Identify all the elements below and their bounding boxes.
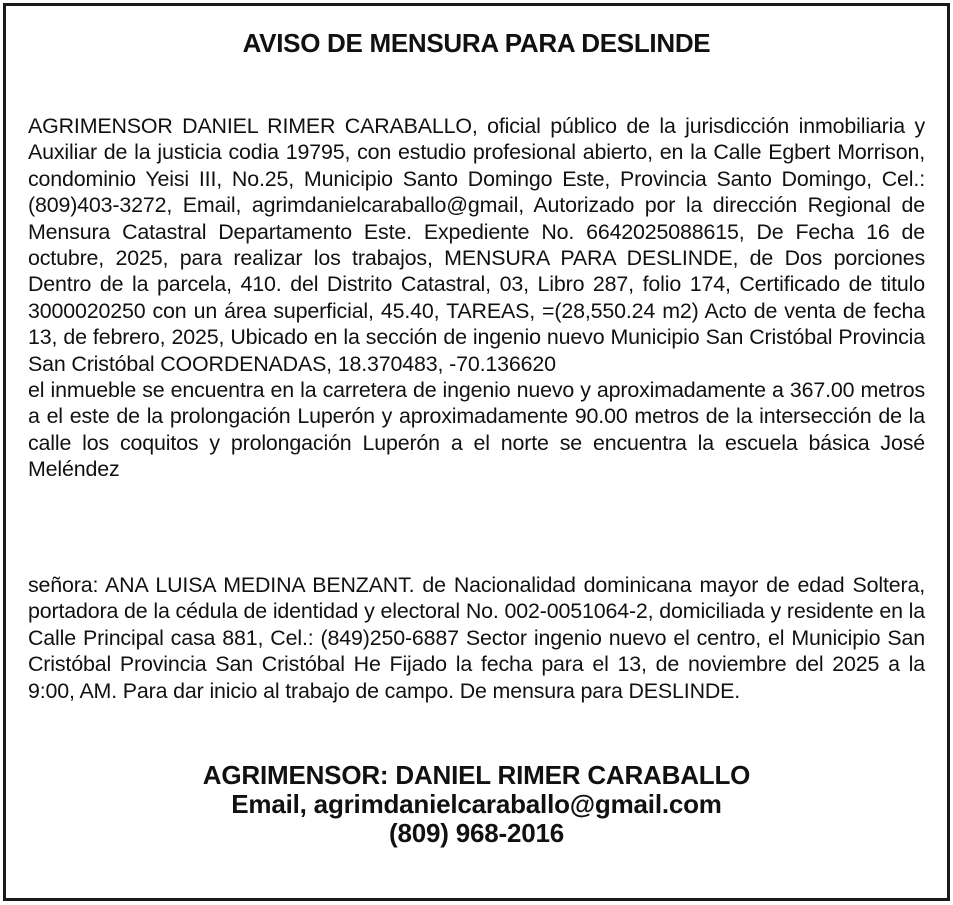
notice-paragraph-owner: señora: ANA LUISA MEDINA BENZANT. de Nacionalidad dominicana mayor de edad Soltera, portadora de la cédula de identidad y electoral No. 002-0051064-2, domiciliada y residente en la Calle Principal casa 881, Cel.: (849)250-6887 Sector ingenio nuevo el centro, el Municipio San Cristóbal Provincia San Cristóbal He Fijado la fecha para el 13, de noviembre del 2025 a la 9:00, AM. Para dar inicio al trabajo de campo. De mensura para DESLINDE. xyxy=(28,573,925,703)
notice-body-section-2 xyxy=(28,572,925,704)
signature-block xyxy=(6,761,947,848)
notice-paragraph-location: el inmueble se encuentra en la carretera de ingenio nuevo y aproximadamente a 367.00 metros a el este de la prolongación Luperón y aproximadamente 90.00 metros de la intersección de la calle los coquitos y prolongación Luperón a el norte se encuentra la escuela básica José Meléndez xyxy=(28,378,925,482)
notice-paragraph-surveyor: AGRIMENSOR DANIEL RIMER CARABALLO, oficial público de la jurisdicción inmobiliaria y Auxiliar de la justicia codia 19795, con estudio profesional abierto, en la Calle Egbert Morrison, condominio Yeisi III, No.25, Municipio Santo Domingo Este, Provincia Santo Domingo, Cel.: (809)403-3272, Email, agrimdanielcaraballo@gmail, Autorizado por la dirección Regional de Mensura Catastral Departamento Este. Expediente No. 6642025088615, De Fecha 16 de octubre, 2025, para realizar los trabajos, MENSURA PARA DESLINDE, de Dos porciones Dentro de la parcela, 410. del Distrito Catastral, 03, Libro 287, folio 174, Certificado de titulo 3000020250 con un área superficial, 45.40, TAREAS, =(28,550.24 m2) Acto de venta de fecha 13, de febrero, 2025, Ubicado en la sección de ingenio nuevo Municipio San Cristóbal Provincia San Cristóbal COORDENADAS, 18.370483, -70.136620 xyxy=(28,114,925,376)
signature-phone: (809) 968-2016 xyxy=(389,818,564,848)
notice-body-section-1 xyxy=(28,113,925,483)
signature-name: AGRIMENSOR: DANIEL RIMER CARABALLO xyxy=(202,760,751,790)
notice-frame xyxy=(3,3,950,901)
notice-title: AVISO DE MENSURA PARA DESLINDE xyxy=(242,28,711,58)
signature-email: Email, agrimdanielcaraballo@gmail.com xyxy=(231,789,722,819)
